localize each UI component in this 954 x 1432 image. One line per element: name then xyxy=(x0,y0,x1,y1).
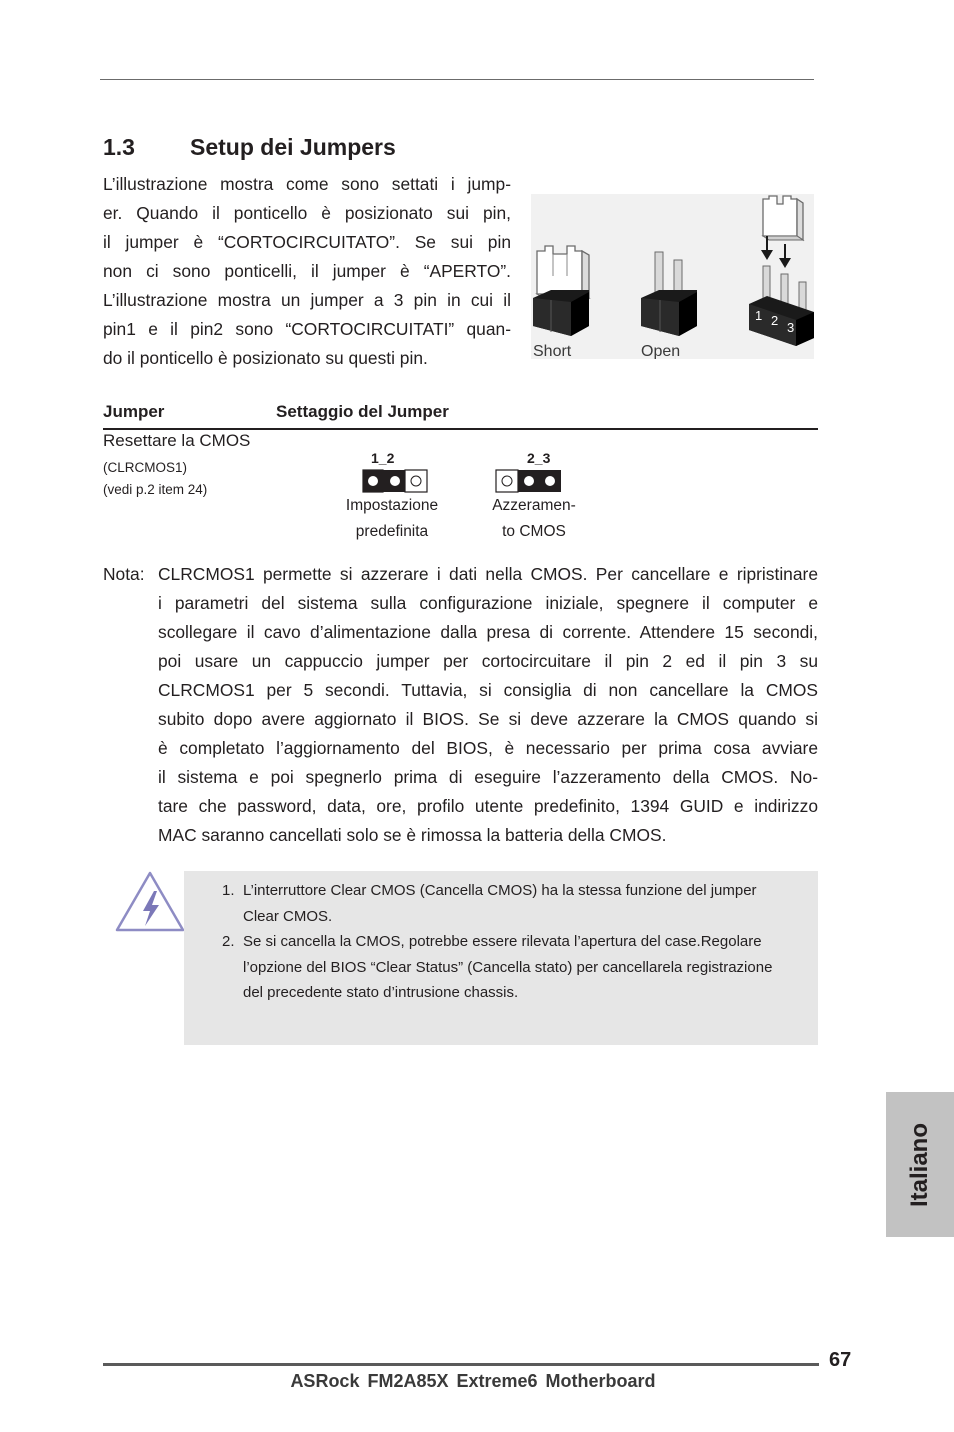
option-1-label-line2: predefinita xyxy=(355,523,429,540)
note-paragraph xyxy=(158,560,818,850)
warning-item xyxy=(222,929,782,1006)
pin-number-1: 1 xyxy=(755,308,763,323)
pin-number-2: 2 xyxy=(771,313,779,328)
intro-line: L’illustrazione mostra un jumper a 3 pin in cui il xyxy=(103,290,511,310)
warning-item-number: 2. xyxy=(222,933,235,950)
warning-item-number: 1. xyxy=(222,882,235,899)
intro-line: do il ponticello è posizionato su questi pin. xyxy=(103,348,428,368)
intro-line: non ci sono ponticelli, il jumper è “APERTO”. xyxy=(103,261,511,281)
intro-line: il jumper è “CORTOCIRCUITATO”. Se sui pin xyxy=(103,232,511,252)
intro-paragraph xyxy=(103,170,511,373)
table-header-jumper: Jumper xyxy=(103,402,165,421)
warning-item xyxy=(222,878,782,929)
note-line: scollegare il cavo d’alimentazione dalla presa di corrente. Attendere 15 secondi, xyxy=(158,622,818,642)
section-number: 1.3 xyxy=(103,134,135,160)
note-line: poi usare un cappuccio jumper per cortocircuitare il pin 2 ed il pin 3 su xyxy=(158,651,818,671)
footer-title: ASRock FM2A85X Extreme6 Motherboard xyxy=(290,1371,656,1391)
note-line: tare che password, data, ore, profilo utente predefinito, 1394 GUID e indirizzo xyxy=(158,796,818,816)
option-1-label-line1: Impostazione xyxy=(345,497,439,514)
jumper-illustration xyxy=(531,194,814,359)
short-label: Short xyxy=(533,343,572,359)
jumper-reference: (vedi p.2 item 24) xyxy=(103,482,208,497)
note-line: MAC saranno cancellati solo se è rimossa la batteria della CMOS. xyxy=(158,825,667,845)
note-label: Nota: xyxy=(103,564,145,584)
note-line: è completato l’aggiornamento del BIOS, è necessario per prima cosa avviare xyxy=(158,738,818,758)
note-line: CLRCMOS1 permette si azzerare i dati nella CMOS. Per cancellare e ripristinare xyxy=(158,564,818,584)
header-short-icon xyxy=(533,290,589,336)
jumper-id: (CLRCMOS1) xyxy=(103,460,188,475)
open-label: Open xyxy=(641,343,681,359)
warning-item-text: L’interruttore Clear CMOS (Cancella CMOS) ha la stessa funzione del jumper Clear CMOS. xyxy=(243,882,757,925)
note-line: il sistema e poi spegnerlo prima di eseguire l’azzeramento della CMOS. No- xyxy=(158,767,818,787)
language-tab xyxy=(886,1092,954,1237)
warning-icon xyxy=(113,869,187,935)
option-2-label-line2: to CMOS xyxy=(502,523,566,540)
jumper-1-2-icon xyxy=(362,469,430,494)
note-line: subito dopo avere aggiornato il BIOS. Se si deve azzerare la CMOS quando si xyxy=(158,709,818,729)
warning-list xyxy=(222,878,782,1006)
section-title: Setup dei Jumpers xyxy=(190,134,396,160)
note-line: i parametri del sistema sulla configurazione iniziale, spegnere il computer e xyxy=(158,593,818,613)
jumper-name: Resettare la CMOS xyxy=(103,431,251,450)
bottom-rule xyxy=(103,1363,819,1366)
intro-line: er. Quando il ponticello è posizionato sui pin, xyxy=(103,203,511,223)
table-header-setting: Settaggio del Jumper xyxy=(276,402,449,421)
warning-item-text: Se si cancella la CMOS, potrebbe essere rilevata l’apertura del case.Regolare l’opzione del BIOS “Clear Status” (Cancella stato) per cancellarela registrazione del precedente stato d’intrusione chassis. xyxy=(243,933,773,1001)
jumper-2-3-icon xyxy=(495,469,563,494)
option-2-caption: 2_3 xyxy=(527,450,551,466)
jumper-cap-floating-icon xyxy=(763,196,803,240)
option-1-caption: 1_2 xyxy=(371,450,395,466)
option-2-label-line1: Azzeramen- xyxy=(492,497,576,514)
top-rule xyxy=(100,79,814,80)
table-rule xyxy=(103,428,818,430)
language-tab-label: Italiano xyxy=(906,1122,933,1207)
arrow-down-icon xyxy=(761,236,791,268)
pin-number-3: 3 xyxy=(787,320,795,335)
note-line: CLRCMOS1 per 5 secondi. Tuttavia, si consiglia di non cancellare la CMOS xyxy=(158,680,818,700)
page-number: 67 xyxy=(829,1349,852,1371)
intro-line: L’illustrazione mostra come sono settati i jump- xyxy=(103,174,511,194)
intro-line: pin1 e il pin2 sono “CORTOCIRCUITATI” quan- xyxy=(103,319,511,339)
header-open-icon xyxy=(641,290,697,336)
